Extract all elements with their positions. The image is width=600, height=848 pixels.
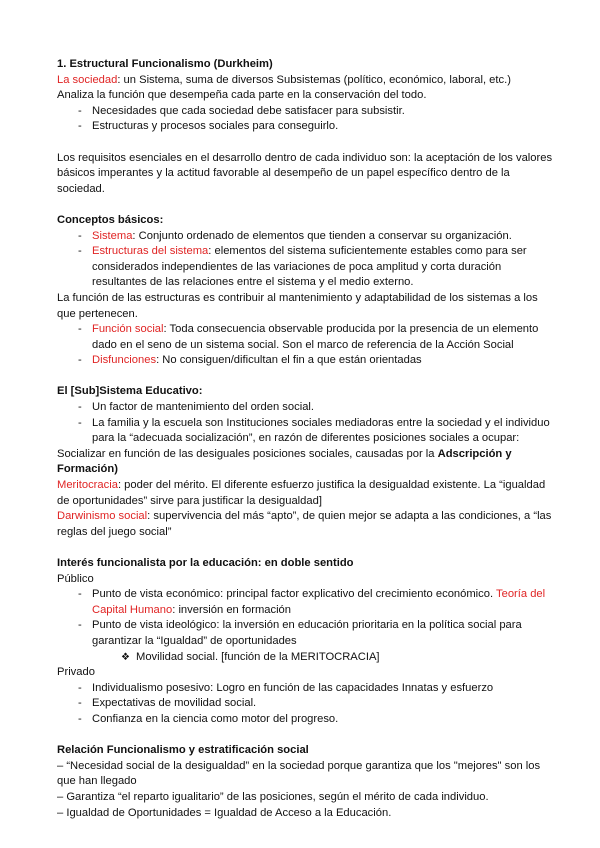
list-item: - Confianza en la ciencia como motor del progreso.	[57, 712, 557, 728]
relacion-line: – “Necesidad social de la desigualdad” en la sociedad porque garantiza que los "mejores" son los que han llegado	[57, 759, 541, 788]
s2-bullet-list-b	[57, 322, 557, 369]
list-item: ❖ Movilidad social. [función de la MERITOCRACIA]	[57, 650, 557, 666]
list-item: - Punto de vista económico: principal factor explicativo del crecimiento económico. Teoría del Capital Humano: inversión en formación	[57, 587, 557, 618]
publico-label: Público	[57, 572, 94, 585]
section-title-interes-funcionalista: Interés funcionalista por la educación: en doble sentido	[57, 557, 354, 569]
list-item: - La familia y la escuela son Instituciones sociales mediadoras entre la sociedad y el individuo para la “adecuada socialización”, en razón de diferentes posiciones sociales a ocupar:	[57, 416, 557, 447]
meritocracia-paragraph: Meritocracia: poder del mérito. El diferente esfuerzo justifica la desigualdad existente. La “igualdad de oportunidades” sirve para justificar la desigualdad]	[57, 479, 546, 507]
relacion-line: – Garantiza “el reparto igualitario” de las posiciones, según el mérito de cada individuo.	[57, 790, 489, 803]
list-item: - Función social: Toda consecuencia observable producida por la presencia de un elemento dado en el seno de un sistema social. Son el marco de referencia de la Acción Social	[57, 322, 557, 353]
funcion-estructuras-paragraph: La función de las estructuras es contribuir al mantenimiento y adaptabilidad de los sistemas a los que pertenecen.	[57, 291, 538, 320]
privado-bullet-list	[57, 681, 557, 728]
darwinismo-paragraph: Darwinismo social: supervivencia del más “apto”, de quien mejor se adapta a las condiciones, a “las reglas del juego social”	[57, 510, 552, 538]
section-title-conceptos-basicos: Conceptos básicos:	[57, 213, 164, 226]
s3-bullet-list	[57, 400, 557, 447]
list-item: - Punto de vista ideológico: la inversión en educación prioritaria en la política social para garantizar la “Igualdad” de oportunidades	[57, 618, 557, 649]
s1-bullet-list	[57, 104, 557, 135]
list-item: - Sistema: Conjunto ordenado de elementos que tienden a conservar su organización.	[57, 229, 557, 245]
list-item: - Expectativas de movilidad social.	[57, 696, 557, 712]
relacion-line: – Igualdad de Oportunidades = Igualdad de Acceso a la Educación.	[57, 806, 392, 819]
section-title-relacion-funcionalismo: Relación Funcionalismo y estratificación social	[57, 744, 309, 757]
list-item: - Estructuras del sistema: elementos del sistema suficientemente estables como para ser considerados independientes de las variaciones de poca amplitud y corta duración resultantes de las relaciones entre el sistema y el medio externo.	[57, 244, 557, 291]
publico-sub-list	[57, 650, 557, 666]
term-darwinismo-social: Darwinismo social	[57, 510, 148, 523]
term-disfunciones: Disfunciones	[92, 354, 157, 367]
requisitos-paragraph: Los requisitos esenciales en el desarrollo dentro de cada individuo son: la aceptación de los valores básicos imperantes y la actitud favorable al desempeño de un papel específico dentro de la sociedad.	[57, 151, 553, 195]
term-estructuras-del-sistema: Estructuras del sistema	[92, 245, 209, 258]
socializar-paragraph: Socializar en función de las desiguales posiciones sociales, causadas por la Adscripción y Formación)	[57, 447, 512, 476]
s2-bullet-list-a	[57, 229, 557, 291]
term-meritocracia: Meritocracia	[57, 479, 118, 492]
list-item: - Estructuras y procesos sociales para conseguirlo.	[57, 119, 557, 135]
publico-bullet-list	[57, 587, 557, 649]
term-la-sociedad: La sociedad	[57, 73, 118, 86]
term-teoria-capital-humano: Teoría del Capital Humano	[92, 588, 546, 616]
sociedad-definition: La sociedad: un Sistema, suma de diversos Subsistemas (político, económico, laboral, etc.)	[57, 73, 511, 86]
list-item: - Disfunciones: No consiguen/dificultan el fin a que están orientadas	[57, 353, 557, 369]
privado-label: Privado	[57, 666, 95, 679]
term-funcion-social: Función social	[92, 323, 164, 336]
document-page	[57, 57, 557, 821]
term-sistema: Sistema	[92, 229, 133, 242]
list-item: - Un factor de mantenimiento del orden social.	[57, 400, 557, 416]
list-item: - Necesidades que cada sociedad debe satisfacer para subsistir.	[57, 104, 557, 120]
analiza-line: Analiza la función que desempeña cada parte en la conservación del todo.	[57, 89, 427, 102]
section-title-estructural-funcionalismo: 1. Estructural Funcionalismo (Durkheim)	[57, 58, 273, 70]
section-title-subsistema-educativo: El [Sub]Sistema Educativo:	[57, 385, 203, 398]
list-item: - Individualismo posesivo: Logro en función de las capacidades Innatas y esfuerzo	[57, 681, 557, 697]
